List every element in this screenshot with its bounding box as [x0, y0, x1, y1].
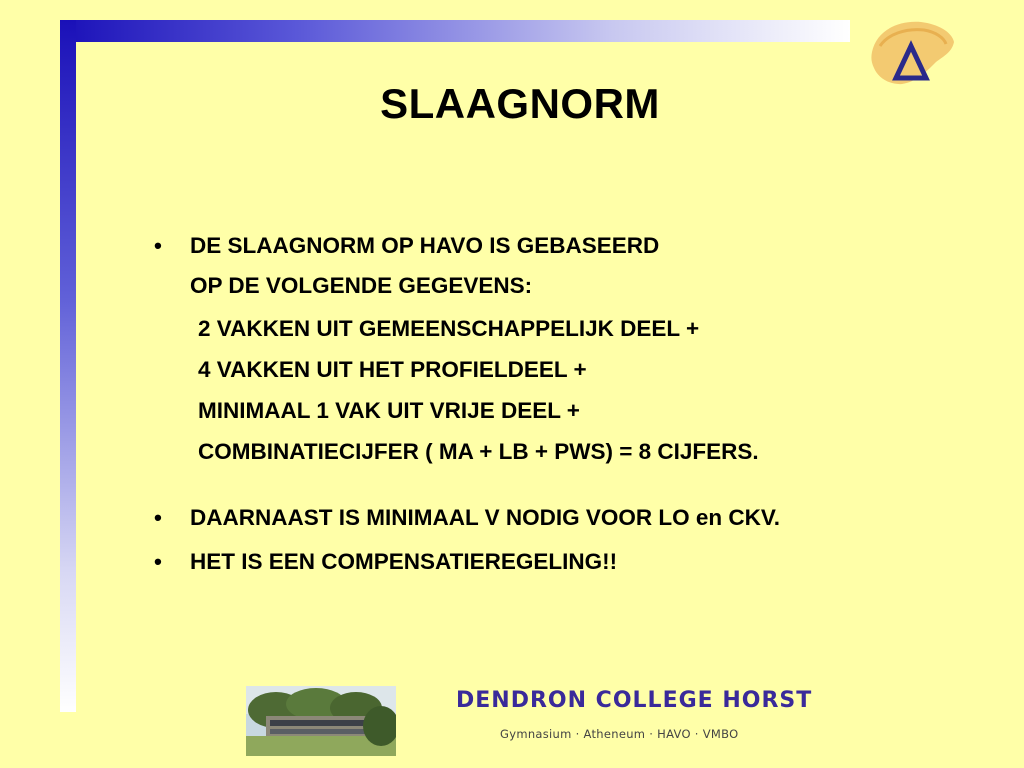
school-building-photo [246, 686, 396, 756]
bullet-text: HET IS EEN COMPENSATIEREGELING!! [190, 549, 618, 574]
bullet-glyph: • [154, 549, 162, 574]
bullet-item [150, 228, 930, 264]
sub-item: MINIMAAL 1 VAK UIT VRIJE DEEL + [198, 398, 580, 423]
bullet-text: DE SLAAGNORM OP HAVO IS GEBASEERD [190, 233, 660, 258]
sub-item: COMBINATIECIJFER ( MA + LB + PWS) = 8 CIJFERS. [198, 439, 759, 464]
bullet-continuation: OP DE VOLGENDE GEGEVENS: [190, 273, 533, 298]
bullet-item [150, 544, 930, 580]
bullet-item [150, 500, 930, 536]
bullet-glyph: • [154, 233, 162, 258]
sub-item: 4 VAKKEN UIT HET PROFIELDEEL + [198, 357, 587, 382]
slide-content [150, 228, 930, 580]
bullet-text: DAARNAAST IS MINIMAAL V NODIG VOOR LO en CKV. [190, 505, 781, 530]
slide-title: SLAAGNORM [380, 80, 660, 127]
school-name: DENDRON COLLEGE HORST [456, 688, 813, 713]
bullet-glyph: • [154, 505, 162, 530]
sub-item: 2 VAKKEN UIT GEMEENSCHAPPELIJK DEEL + [198, 316, 700, 341]
school-types: Gymnasium · Atheneum · HAVO · VMBO [500, 727, 739, 741]
top-accent-bar [60, 20, 850, 42]
school-branding [456, 688, 836, 741]
